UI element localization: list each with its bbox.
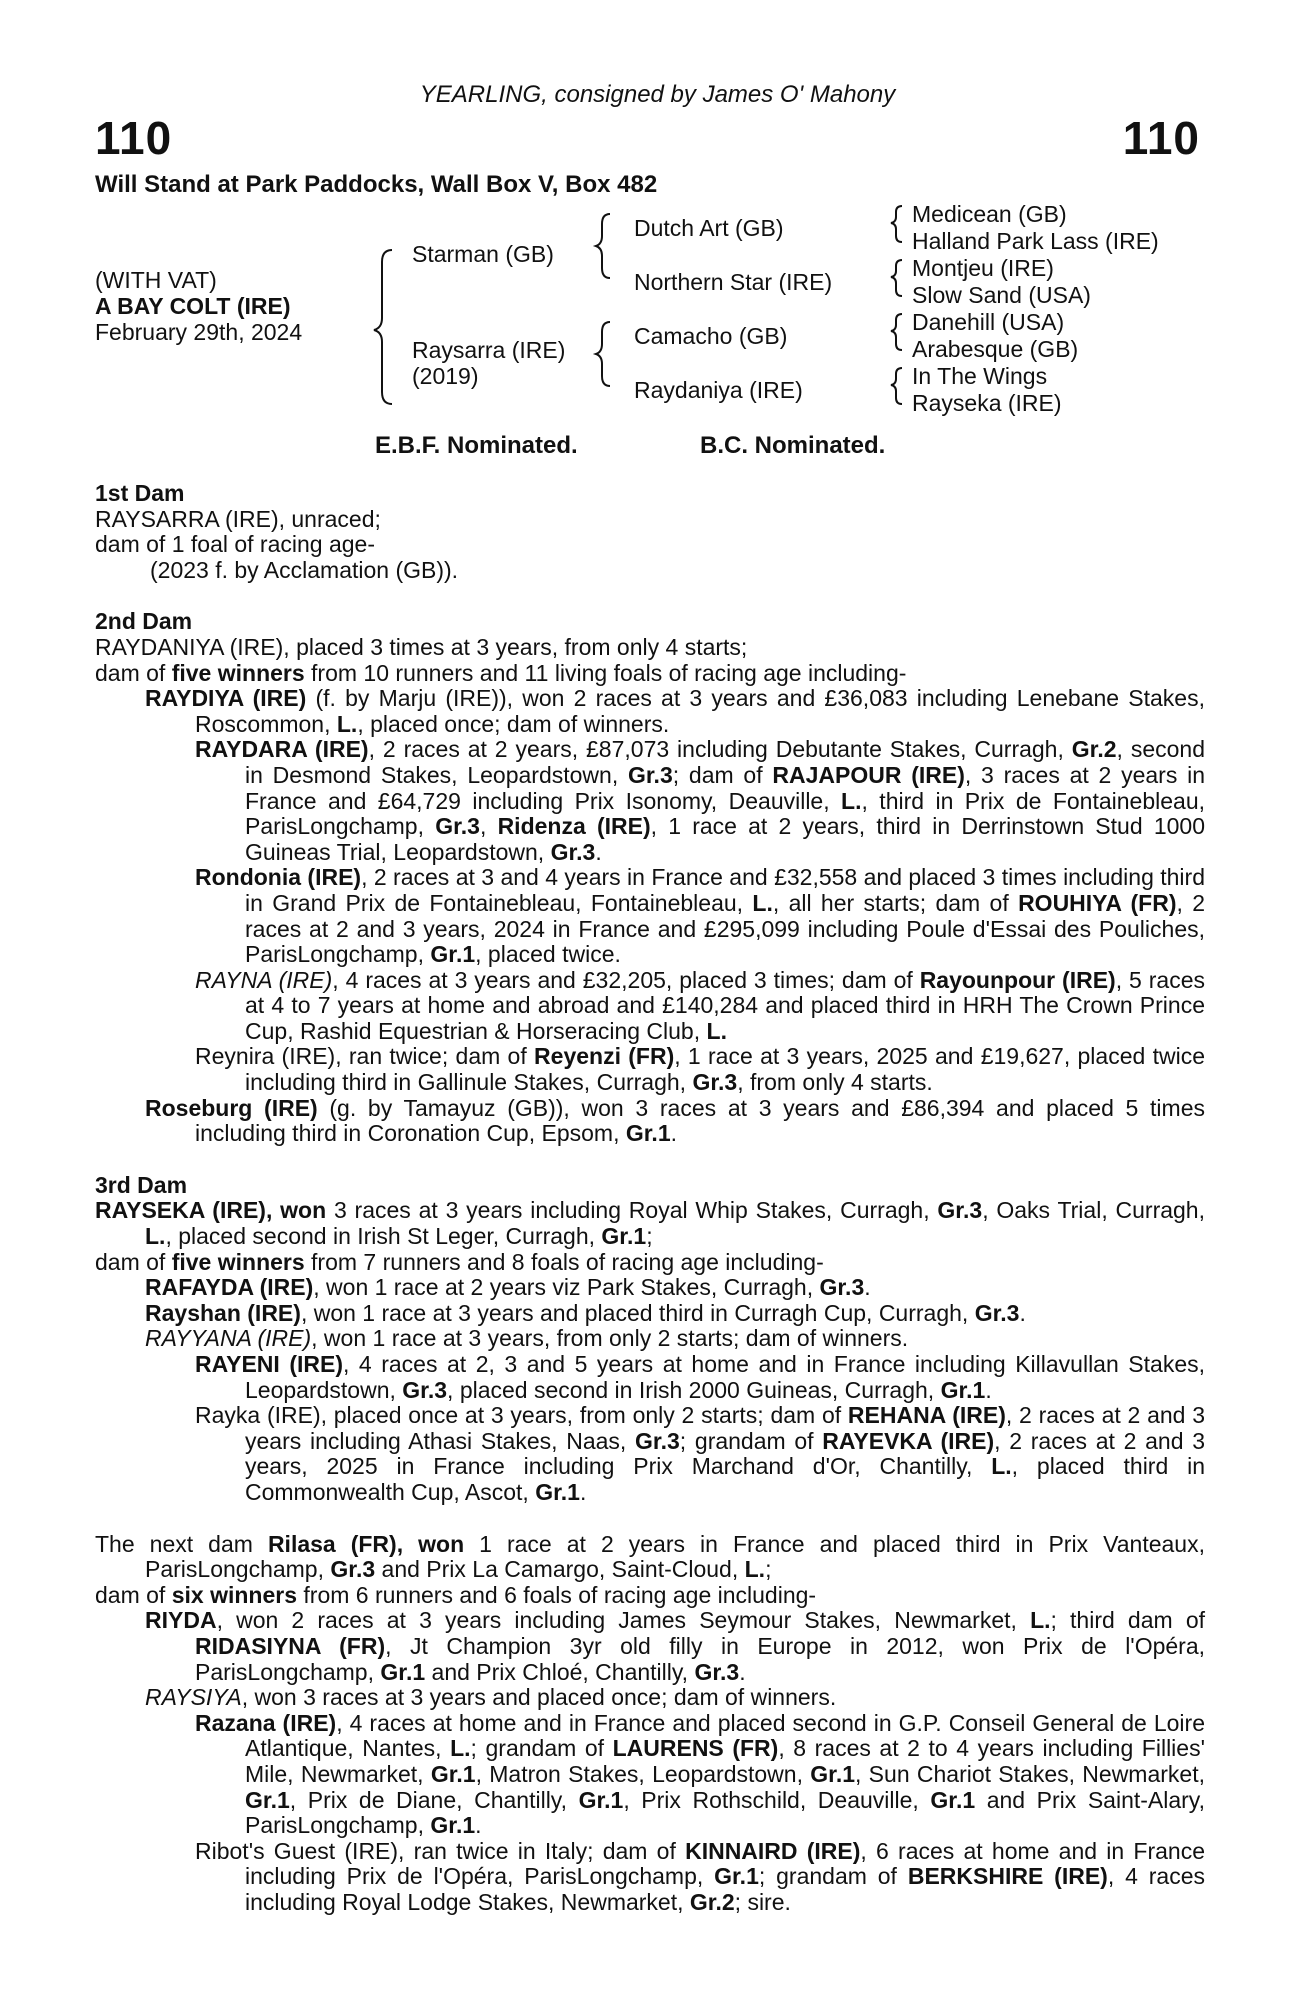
bc-nomination: B.C. Nominated.: [700, 432, 886, 459]
produce-rayna: RAYNA (IRE), 4 races at 3 years and £32,205, placed 3 times; dam of Rayounpour (IRE), 5 races at 4 to 7 years at home and abroad and £140,284 and placed third in HRH The Crown Prince Cup, Rashid Equestrian & Horseracing Club, L.: [195, 966, 1205, 1044]
ebf-nomination: E.B.F. Nominated.: [375, 432, 578, 459]
dam-year: (2019): [412, 363, 479, 389]
sire-dam: Northern Star (IRE): [634, 269, 833, 295]
consignment-line: YEARLING, consigned by James O' Mahony: [419, 81, 896, 108]
gen3-2: Halland Park Lass (IRE): [912, 228, 1159, 254]
pedigree-notes: [95, 481, 1205, 1915]
second-dam-produce-line: dam of five winners from 10 runners and 11 living foals of racing age including-: [95, 659, 907, 686]
produce-riyda: RIYDA, won 2 races at 3 years including James Seymour Stakes, Newmarket, L.; third dam of RIDASIYNA (FR), Jt Champion 3yr old filly in Europe in 2012, won Prix de l'Opéra, ParisLongchamp, Gr.1 and Prix Chloé, Chantilly, Gr.3.: [145, 1607, 1206, 1685]
gen3-7: In The Wings: [912, 363, 1048, 389]
next-dam-produce-line: dam of six winners from 6 runners and 6 foals of racing age including-: [95, 1581, 817, 1608]
produce-rondonia: Rondonia (IRE), 2 races at 3 and 4 years in France and £32,558 and placed 3 times including third in Grand Prix de Fontainebleau, Fontainebleau, L., all her starts; dam of ROUHIYA (FR), 2 races at 2 and 3 years, 2024 in France and £295,099 including Poule d'Essai des Pouliches, ParisLongchamp, Gr.1, placed twice.: [195, 864, 1206, 968]
dam-sire: Camacho (GB): [634, 323, 788, 349]
gen3-1: Medicean (GB): [912, 201, 1067, 227]
produce-raydara: RAYDARA (IRE), 2 races at 2 years, £87,073 including Debutante Stakes, Curragh, Gr.2, second in Desmond Stakes, Leopardstown, Gr.3; dam of RAJAPOUR (IRE), 3 races at 2 years in France and £64,729 including Prix Isonomy, Deauville, L., third in Prix de Fontainebleau, ParisLongchamp, Gr.3, Ridenza (IRE), 1 race at 2 years, third in Derrinstown Stud 1000 Guineas Trial, Leopardstown, Gr.3.: [195, 736, 1205, 865]
produce-rayshan: Rayshan (IRE), won 1 race at 3 years and placed third in Curragh Cup, Curragh, Gr.3.: [145, 1299, 1026, 1326]
produce-razana: Razana (IRE), 4 races at home and in France and placed second in G.P. Conseil General de Loire Atlantique, Nantes, L.; grandam of LAURENS (FR), 8 races at 2 to 4 years including Fillies' Mile, Newmarket, Gr.1, Matron Stakes, Leopardstown, Gr.1, Sun Chariot Stakes, Newmarket, Gr.1, Prix de Diane, Chantilly, Gr.1, Prix Rothschild, Deauville, Gr.1 and Prix Saint-Alary, ParisLongchamp, Gr.1.: [195, 1709, 1205, 1839]
third-dam-intro: RAYSEKA (IRE), won 3 races at 3 years including Royal Whip Stakes, Curragh, Gr.3, Oaks Trial, Curragh, L., placed second in Irish St Leger, Curragh, Gr.1;: [95, 1197, 1205, 1250]
first-dam-foal: (2023 f. by Acclamation (GB)).: [150, 556, 459, 583]
produce-rayyana: RAYYANA (IRE), won 1 race at 3 years, from only 2 starts; dam of winners.: [145, 1325, 909, 1352]
sire: Starman (GB): [412, 241, 554, 267]
gen3-5: Danehill (USA): [912, 309, 1065, 335]
produce-raysiya: RAYSIYA, won 3 races at 3 years and placed once; dam of winners.: [145, 1684, 837, 1711]
gen3-3: Montjeu (IRE): [912, 255, 1054, 281]
produce-reynira: Reynira (IRE), ran twice; dam of Reyenzi (FR), 1 race at 3 years, 2025 and £19,627, placed twice including third in Gallinule Stakes, Curragh, Gr.3, from only 4 starts.: [195, 1043, 1205, 1096]
produce-rayeni: RAYENI (IRE), 4 races at 2, 3 and 5 years at home and in France including Killavullan Stakes, Leopardstown, Gr.3, placed second in Irish 2000 Guineas, Curragh, Gr.1.: [195, 1351, 1205, 1403]
dam-dam: Raydaniya (IRE): [634, 377, 803, 403]
third-dam-heading: 3rd Dam: [95, 1171, 188, 1198]
stand-location: Will Stand at Park Paddocks, Wall Box V, Box 482: [95, 171, 658, 198]
sire-sire: Dutch Art (GB): [634, 215, 784, 241]
foaling-date: February 29th, 2024: [95, 319, 303, 345]
produce-raydiya: RAYDIYA (IRE) (f. by Marju (IRE)), won 2 races at 3 years and £36,083 including Lenebane Stakes, Roscommon, L., placed once; dam of winners.: [145, 685, 1205, 737]
next-dam-intro: The next dam Rilasa (FR), won 1 race at 2 years in France and placed third in Prix Vanteaux, ParisLongchamp, Gr.3 and Prix La Camargo, Saint-Cloud, L.;: [95, 1530, 1205, 1583]
lot-number-right: 110: [1122, 112, 1200, 164]
produce-rafayda: RAFAYDA (IRE), won 1 race at 2 years viz Park Stakes, Curragh, Gr.3.: [145, 1274, 871, 1301]
second-dam-heading: 2nd Dam: [95, 608, 193, 635]
gen3-4: Slow Sand (USA): [912, 282, 1091, 308]
produce-roseburg: Roseburg (IRE) (g. by Tamayuz (GB)), won 3 races at 3 years and £86,394 and placed 5 times including third in Coronation Cup, Epsom, Gr.1.: [145, 1094, 1205, 1147]
first-dam-line: RAYSARRA (IRE), unraced;: [95, 505, 381, 532]
first-dam-heading: 1st Dam: [95, 480, 185, 506]
lot-name: A BAY COLT (IRE): [95, 293, 291, 319]
third-dam-produce-line: dam of five winners from 7 runners and 8 foals of racing age including-: [95, 1248, 824, 1275]
produce-rayka: Rayka (IRE), placed once at 3 years, from only 2 starts; dam of REHANA (IRE), 2 races at 2 and 3 years including Athasi Stakes, Naas, Gr.3; grandam of RAYEVKA (IRE), 2 races at 2 and 3 years, 2025 in France including Prix Marchand d'Or, Chantilly, L., placed third in Commonwealth Cup, Ascot, Gr.1.: [195, 1402, 1205, 1505]
second-dam-intro: RAYDANIYA (IRE), placed 3 times at 3 years, from only 4 starts;: [95, 633, 748, 660]
produce-ribots-guest: Ribot's Guest (IRE), ran twice in Italy; dam of KINNAIRD (IRE), 6 races at home and in France including Prix de l'Opéra, ParisLongchamp, Gr.1; grandam of BERKSHIRE (IRE), 4 races including Royal Lodge Stakes, Newmarket, Gr.2; sire.: [195, 1837, 1205, 1915]
dam: Raysarra (IRE): [412, 337, 566, 363]
first-dam-line: dam of 1 foal of racing age-: [95, 531, 375, 558]
gen3-8: Rayseka (IRE): [912, 390, 1062, 416]
vat-note: (WITH VAT): [95, 267, 217, 293]
lot-number-left: 110: [95, 112, 173, 164]
gen3-6: Arabesque (GB): [912, 336, 1079, 362]
